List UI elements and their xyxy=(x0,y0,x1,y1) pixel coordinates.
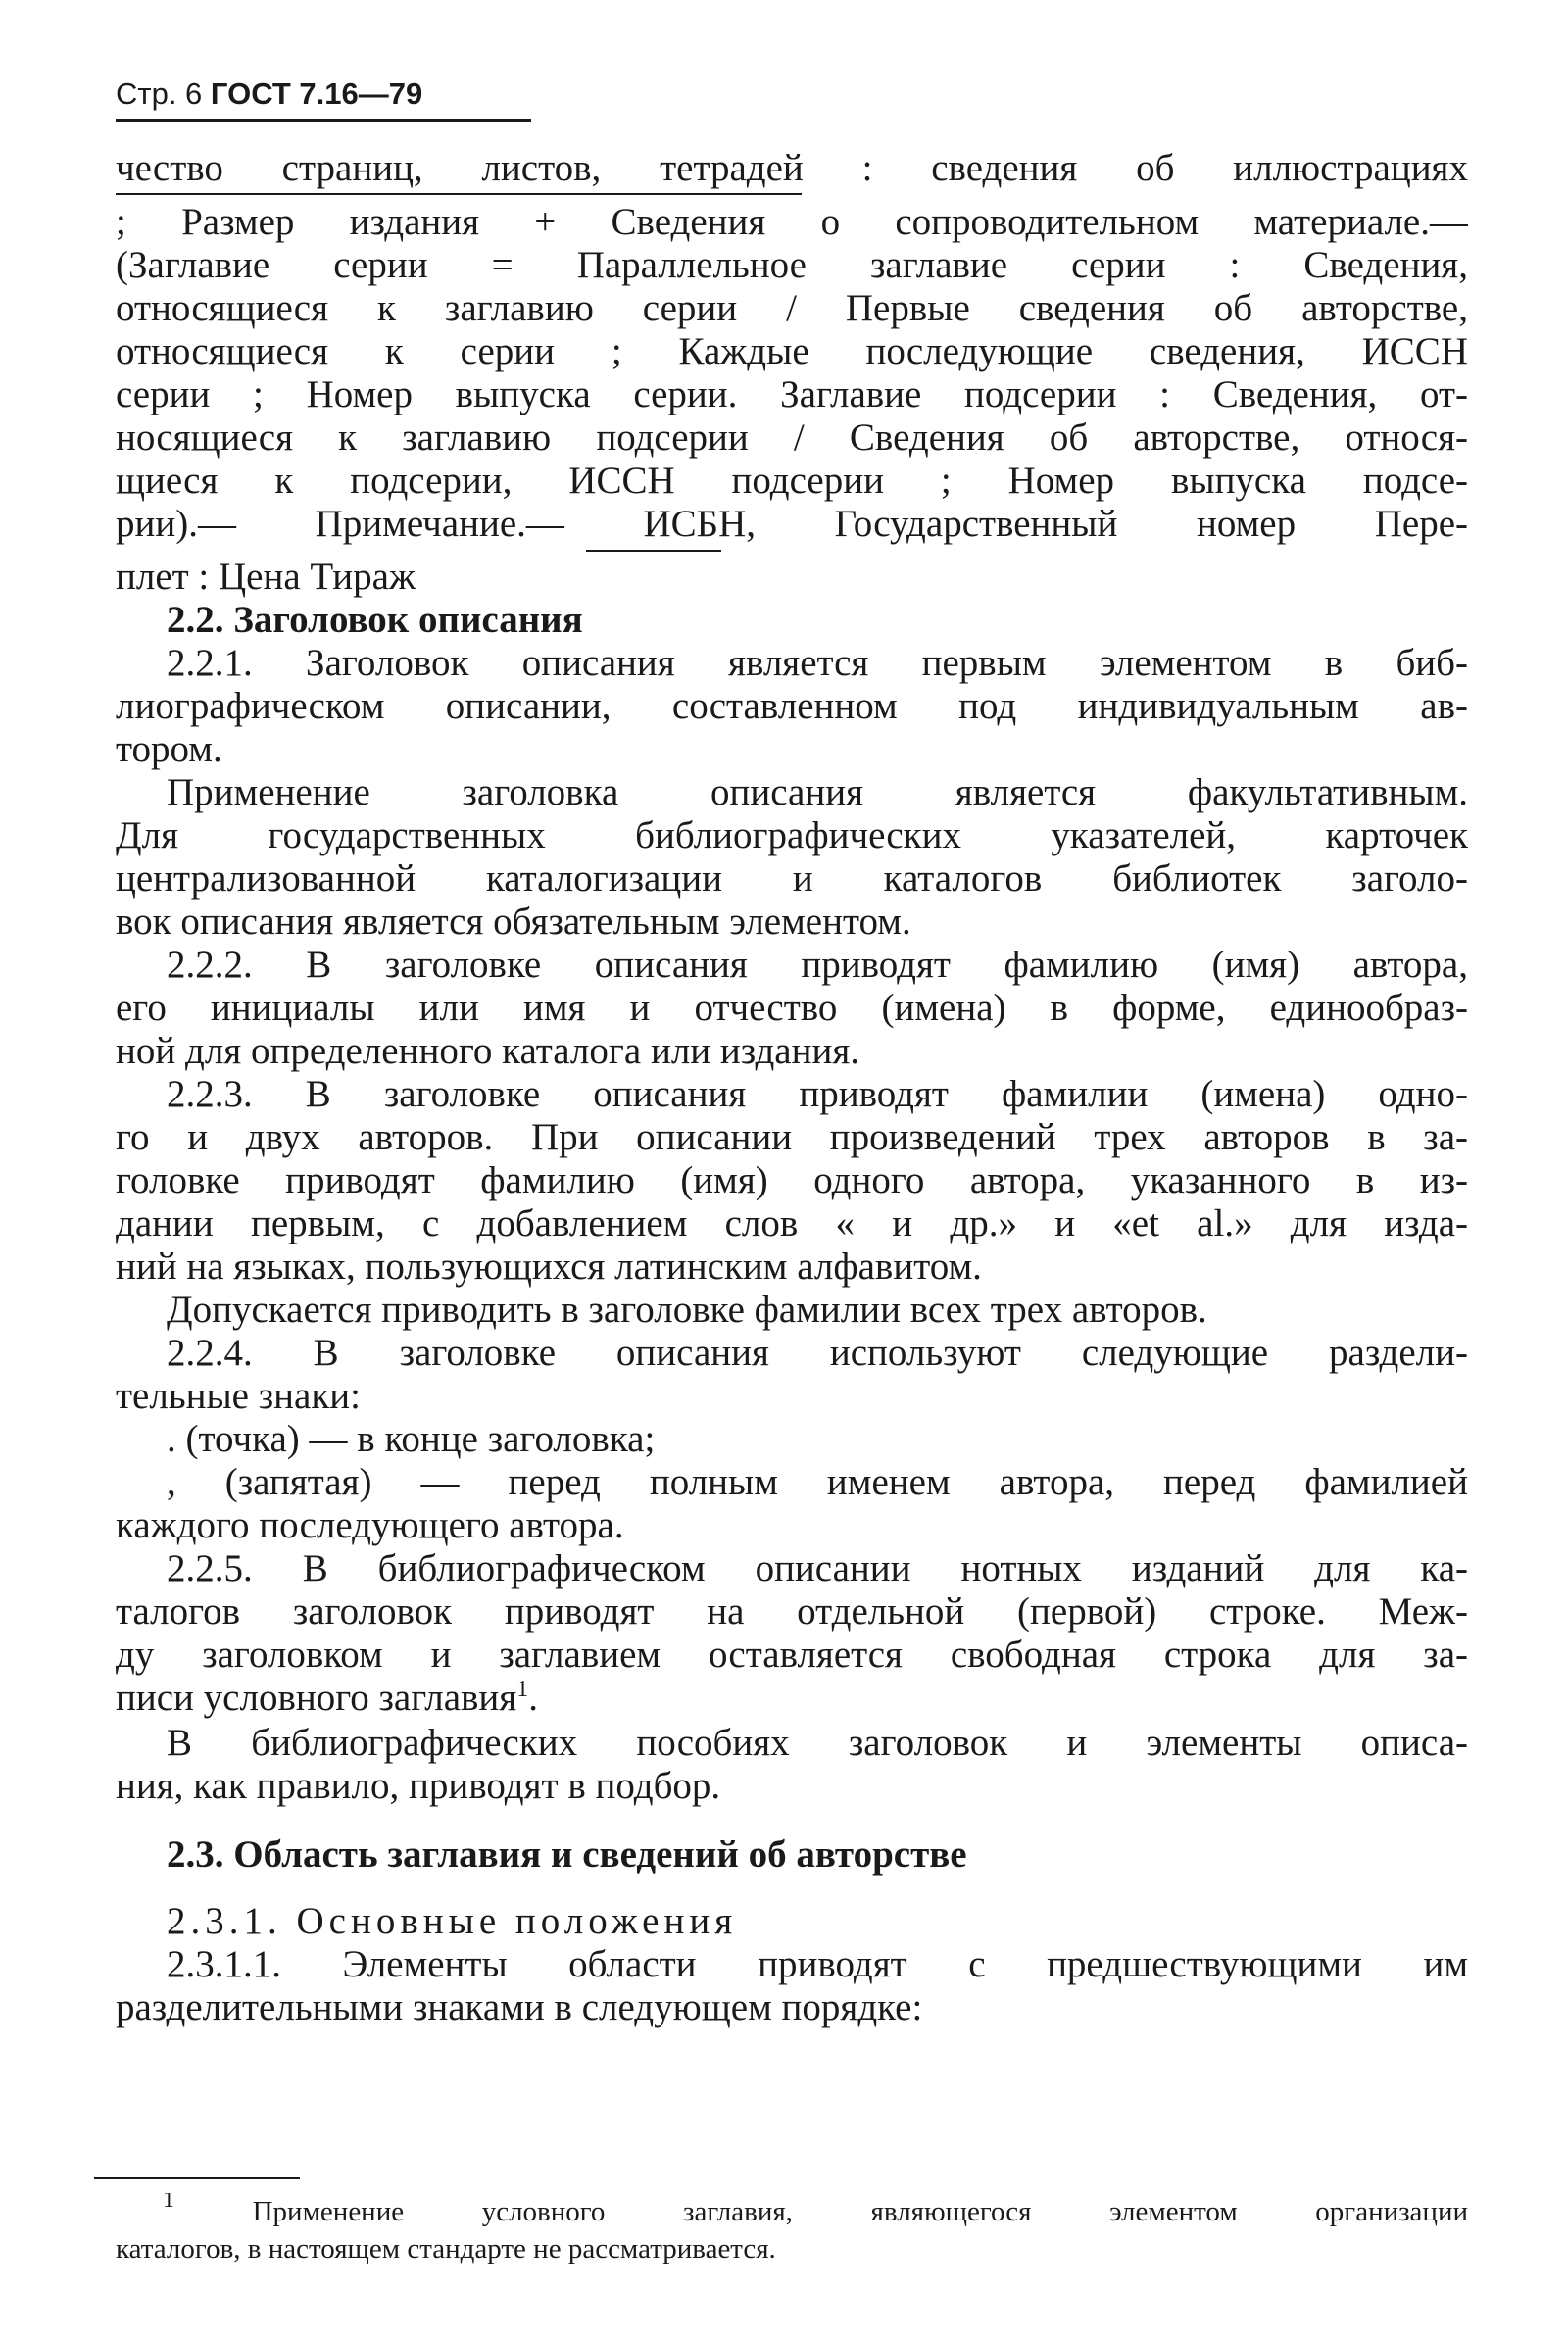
underline-rule xyxy=(116,193,802,195)
body-line: его инициалы или имя и отчество (имена) в форме, единообраз- xyxy=(116,987,1468,1029)
body-line: чество страниц, листов, тетрадей : сведения об иллюстрациях xyxy=(116,147,1468,189)
body-line: ду заголовком и заглавием оставляется свободная строка для за- xyxy=(116,1634,1468,1676)
body-line: 2.3.1.1. Элементы области приводят с предшествующими им xyxy=(167,1943,1468,1985)
body-line: плет : Цена Тираж xyxy=(116,556,416,598)
body-line: ; Размер издания + Сведения о сопроводительном материале.— xyxy=(116,201,1468,243)
body-line: 2.2.1. Заголовок описания является первым элементом в биб- xyxy=(167,642,1468,684)
period: . xyxy=(528,1677,538,1719)
section-heading-2-3: 2.3. Область заглавия и сведений об авторстве xyxy=(167,1833,967,1876)
body-line: централизованной каталогизации и каталогов библиотек заголо- xyxy=(116,857,1468,900)
body-line: Применение заголовка описания является факультативным. xyxy=(167,771,1468,813)
body-line: рии).— Примечание.— ИСБН, Государственный номер Пере- xyxy=(116,503,1468,545)
body-line: 2.2.4. В заголовке описания используют следующие раздели- xyxy=(167,1332,1468,1374)
body-line: . (точка) — в конце заголовка; xyxy=(167,1418,656,1460)
body-line: разделительными знаками в следующем порядке: xyxy=(116,1986,923,2028)
body-line: Допускается приводить в заголовке фамилии всех трех авторов. xyxy=(167,1289,1207,1331)
underline-rule xyxy=(586,550,721,552)
footnote-text: Применение условного заглавия, являющегося элементом организации xyxy=(252,2196,1468,2227)
footnote-marker: 1 xyxy=(163,2193,174,2213)
footnote-line xyxy=(163,2193,1468,2230)
footnote-line: каталогов, в настоящем стандарте не рассматривается. xyxy=(116,2233,776,2265)
footnote-rule xyxy=(94,2177,300,2179)
body-line: лиографическом описании, составленном под индивидуальным ав- xyxy=(116,685,1468,727)
body-line: относящиеся к серии ; Каждые последующие сведения, ИССН xyxy=(116,330,1468,372)
body-line: относящиеся к заглавию серии / Первые сведения об авторстве, xyxy=(116,287,1468,329)
body-line: талогов заголовок приводят на отдельной (первой) строке. Меж- xyxy=(116,1590,1468,1633)
body-line: каждого последующего автора. xyxy=(116,1504,624,1546)
page-header xyxy=(116,73,422,116)
body-line: вок описания является обязательным элементом. xyxy=(116,901,911,943)
subsection-heading: 2.3.1. Основные положения xyxy=(167,1900,738,1942)
body-line: тором. xyxy=(116,728,222,770)
body-line: ния, как правило, приводят в подбор. xyxy=(116,1765,721,1807)
body-line xyxy=(116,1677,1468,1720)
body-line: 2.2.2. В заголовке описания приводят фамилию (имя) автора, xyxy=(167,944,1468,986)
body-line: ной для определенного каталога или издания. xyxy=(116,1030,860,1072)
standard-code: ГОСТ 7.16—79 xyxy=(210,76,423,111)
body-line: (Заглавие серии = Параллельное заглавие серии : Сведения, xyxy=(116,244,1468,286)
body-line: 2.2.5. В библиографическом описании нотных изданий для ка- xyxy=(167,1547,1468,1589)
page-number: Стр. 6 xyxy=(116,76,203,111)
body-line: , (запятая) — перед полным именем автора, перед фамилией xyxy=(167,1461,1468,1503)
body-line: серии ; Номер выпуска серии. Заглавие подсерии : Сведения, от- xyxy=(116,373,1468,415)
body-line: тельные знаки: xyxy=(116,1375,361,1417)
body-line: щиеся к подсерии, ИССН подсерии ; Номер выпуска подсе- xyxy=(116,460,1468,502)
section-heading-2-2: 2.2. Заголовок описания xyxy=(167,599,583,641)
footnote-ref: 1 xyxy=(516,1677,529,1702)
body-line: носящиеся к заглавию подсерии / Сведения об авторстве, относя- xyxy=(116,416,1468,459)
body-line: Для государственных библиографических указателей, карточек xyxy=(116,814,1468,856)
body-line: В библиографических пособиях заголовок и элементы описа- xyxy=(167,1722,1468,1764)
body-line: головке приводят фамилию (имя) одного автора, указанного в из- xyxy=(116,1159,1468,1201)
body-line: дании первым, с добавлением слов « и др.» и «et al.» для изда- xyxy=(116,1202,1468,1244)
body-line: го и двух авторов. При описании произведений трех авторов в за- xyxy=(116,1116,1468,1158)
header-rule xyxy=(116,119,531,122)
body-line-text: писи условного заглавия xyxy=(116,1677,517,1719)
body-line: ний на языках, пользующихся латинским алфавитом. xyxy=(116,1245,982,1288)
body-line: 2.2.3. В заголовке описания приводят фамилии (имена) одно- xyxy=(167,1073,1468,1115)
